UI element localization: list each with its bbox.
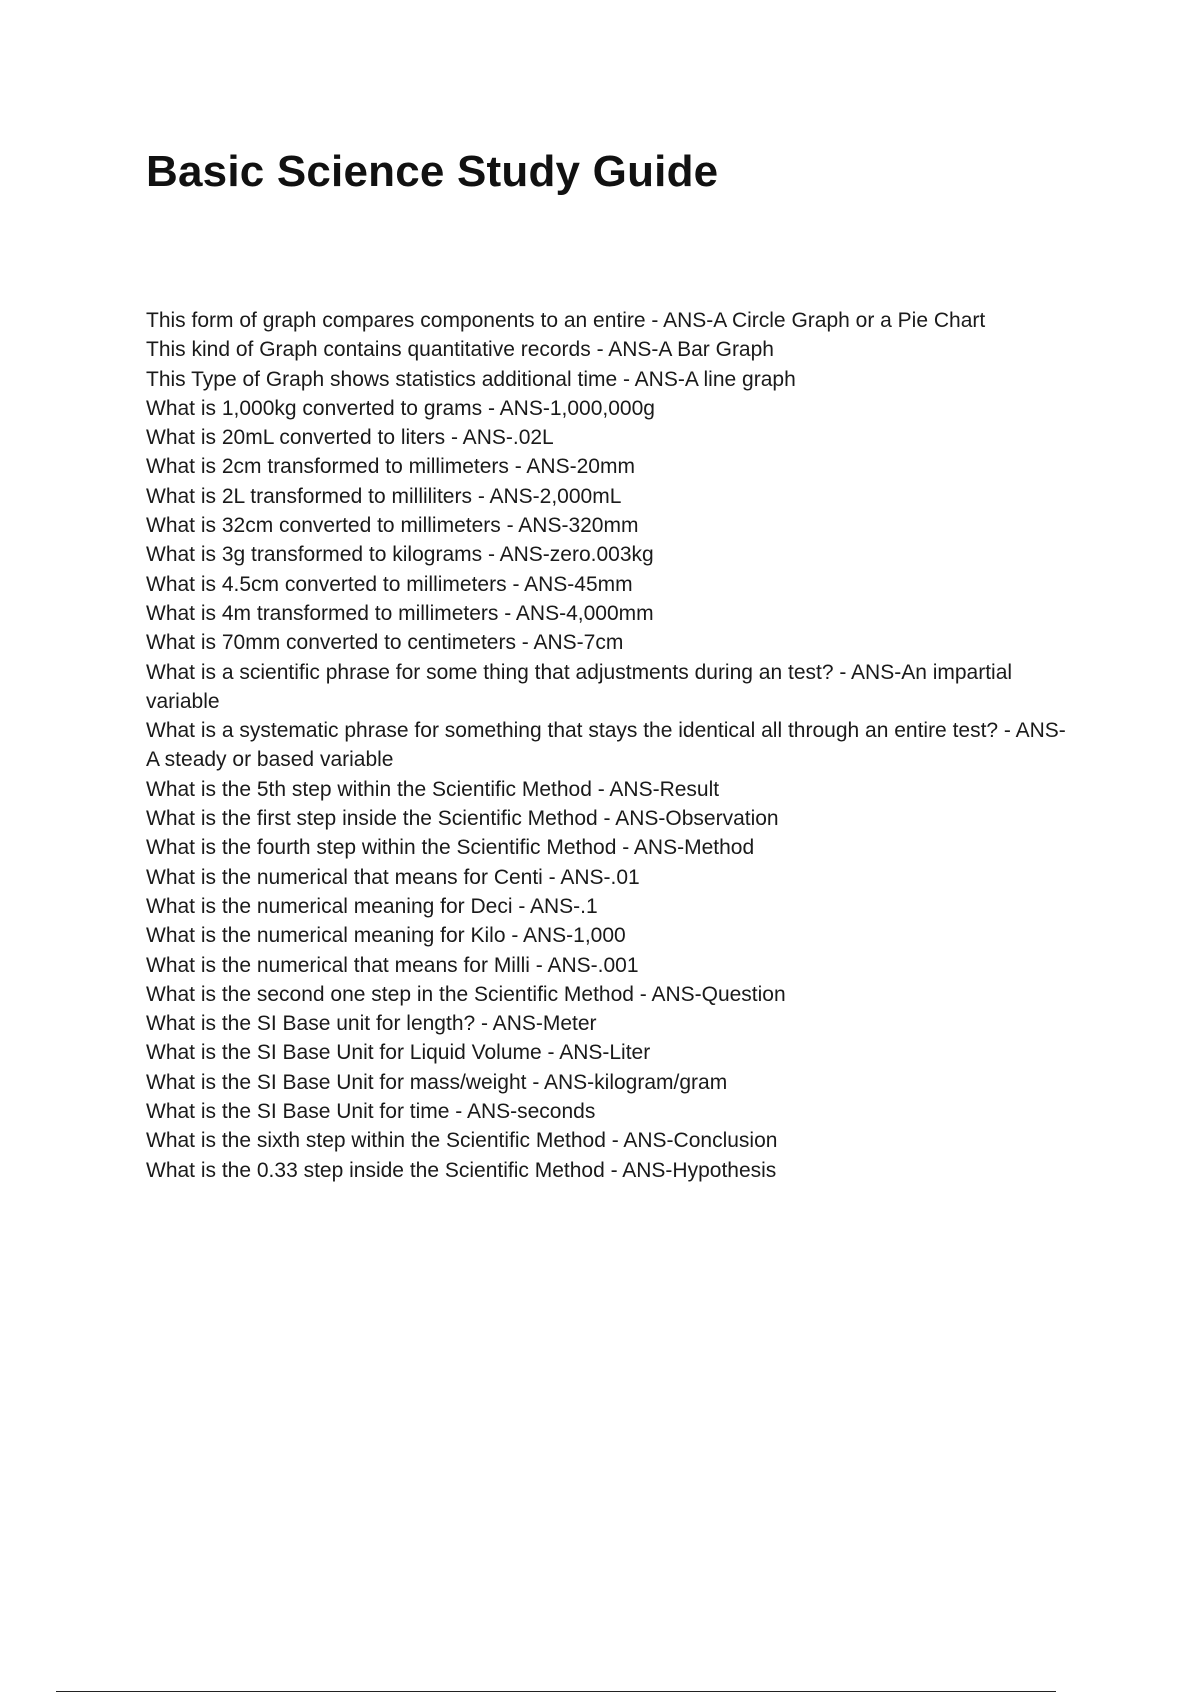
qa-list [146, 306, 1066, 1185]
qa-item: What is the SI Base Unit for time - ANS-seconds [146, 1100, 596, 1124]
qa-item: What is the numerical that means for Centi - ANS-.01 [146, 865, 640, 889]
qa-item: What is 4.5cm converted to millimeters - ANS-45mm [146, 572, 633, 596]
qa-item: What is 2cm transformed to millimeters - ANS-20mm [146, 455, 635, 479]
qa-item: What is 20mL converted to liters - ANS-.02L [146, 426, 554, 450]
qa-item: This kind of Graph contains quantitative records - ANS-A Bar Graph [146, 338, 774, 362]
qa-item: This form of graph compares components to an entire - ANS-A Circle Graph or a Pie Chart [146, 309, 986, 332]
qa-item: What is the 0.33 step inside the Scientific Method - ANS-Hypothesis [146, 1158, 777, 1182]
qa-item: What is a scientific phrase for some thing that adjustments during an test? - ANS-An impartial variable [146, 660, 1013, 713]
qa-item: What is the 5th step within the Scientific Method - ANS-Result [146, 777, 720, 801]
qa-item: What is the first step inside the Scientific Method - ANS-Observation [146, 807, 779, 831]
qa-item: What is the SI Base Unit for mass/weight - ANS-kilogram/gram [146, 1070, 728, 1094]
qa-item: What is the SI Base Unit for Liquid Volume - ANS-Liter [146, 1041, 651, 1065]
qa-item: What is 4m transformed to millimeters - ANS-4,000mm [146, 601, 654, 625]
qa-item: What is the SI Base unit for length? - ANS-Meter [146, 1012, 597, 1036]
qa-item: What is the second one step in the Scientific Method - ANS-Question [146, 982, 786, 1006]
qa-item: What is a systematic phrase for something that stays the identical all through an entire test? - ANS-A steady or based variable [146, 719, 1066, 772]
qa-item: What is 70mm converted to centimeters - ANS-7cm [146, 631, 624, 655]
page-title: Basic Science Study Guide [146, 147, 719, 196]
qa-item: What is 32cm converted to millimeters - ANS-320mm [146, 514, 639, 538]
qa-item: This Type of Graph shows statistics additional time - ANS-A line graph [146, 367, 796, 391]
qa-item: What is the numerical that means for Milli - ANS-.001 [146, 953, 639, 977]
qa-item: What is the numerical meaning for Deci - ANS-.1 [146, 894, 598, 918]
qa-item: What is 3g transformed to kilograms - ANS-zero.003kg [146, 543, 654, 567]
qa-item: What is the sixth step within the Scientific Method - ANS-Conclusion [146, 1129, 778, 1153]
qa-item: What is 1,000kg converted to grams - ANS-1,000,000g [146, 396, 655, 420]
qa-item: What is 2L transformed to milliliters - ANS-2,000mL [146, 484, 622, 508]
qa-item: What is the numerical meaning for Kilo - ANS-1,000 [146, 924, 626, 948]
qa-item: What is the fourth step within the Scientific Method - ANS-Method [146, 836, 755, 860]
footer-divider [56, 1691, 1056, 1692]
